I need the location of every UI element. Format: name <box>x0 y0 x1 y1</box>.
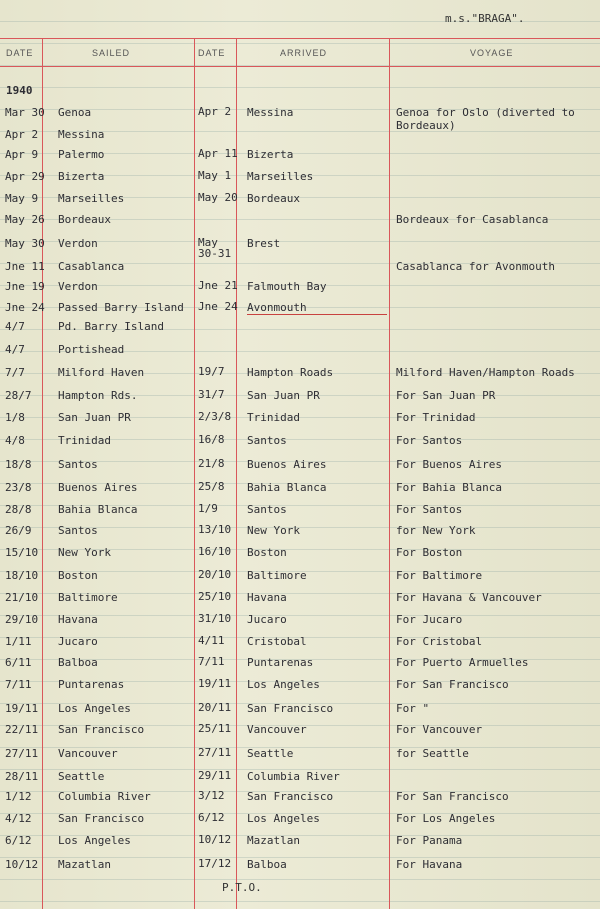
entry-sailed-date: Apr 29 <box>5 170 45 183</box>
entry-arrived-port: Bizerta <box>247 148 294 161</box>
entry-sailed-port: Bordeaux <box>58 213 111 226</box>
entry-arrived-date: 25/11 <box>198 722 232 735</box>
entry-sailed-port: Portishead <box>58 343 125 356</box>
entry-sailed-port: Seattle <box>58 770 105 783</box>
entry-sailed-port: Los Angeles <box>58 702 131 715</box>
entry-sailed-date: 23/8 <box>5 481 32 494</box>
entry-sailed-port: Los Angeles <box>58 834 131 847</box>
entry-arrived-date: 31/7 <box>198 388 225 401</box>
ledger-row <box>0 524 600 544</box>
entry-voyage: For San Francisco <box>396 790 509 803</box>
entry-arrived-port: Cristobal <box>247 635 307 648</box>
entry-arrived-date: 19/7 <box>198 365 225 378</box>
entry-arrived-port: Hampton Roads <box>247 366 334 379</box>
entry-voyage: For Buenos Aires <box>396 458 502 471</box>
entry-voyage: For San Juan PR <box>396 389 496 402</box>
entry-voyage: For Baltimore <box>396 569 483 582</box>
entry-sailed-date: 28/8 <box>5 503 32 516</box>
entry-voyage: Milford Haven/Hampton Roads <box>396 366 575 379</box>
entry-sailed-port: Milford Haven <box>58 366 145 379</box>
entry-arrived-date: 3/12 <box>198 789 225 802</box>
ledger-row <box>0 569 600 589</box>
entry-arrived-date: May 20 <box>198 191 238 204</box>
entry-voyage: For Bahia Blanca <box>396 481 502 494</box>
entry-arrived-date: May 1 <box>198 169 232 182</box>
entry-sailed-port: Mazatlan <box>58 858 111 871</box>
header-arrived-date: DATE <box>198 48 226 58</box>
entry-arrived-date: May 30-31 <box>198 236 232 260</box>
entry-arrived-date: Apr 11 <box>198 147 238 160</box>
entry-arrived-port: Boston <box>247 546 287 559</box>
ledger-row <box>0 747 600 767</box>
entry-sailed-port: Bizerta <box>58 170 105 183</box>
entry-sailed-port: Trinidad <box>58 434 111 447</box>
entry-arrived-port: Marseilles <box>247 170 314 183</box>
entry-sailed-port: Baltimore <box>58 591 118 604</box>
entry-voyage: For " <box>396 702 430 715</box>
entry-arrived-date: 19/11 <box>198 677 232 690</box>
entry-arrived-port: Havana <box>247 591 287 604</box>
entry-arrived-date: 20/11 <box>198 701 232 714</box>
entry-sailed-port: San Francisco <box>58 812 145 825</box>
entry-sailed-port: Hampton Rds. <box>58 389 138 402</box>
entry-sailed-date: 26/9 <box>5 524 32 537</box>
entry-sailed-date: 15/10 <box>5 546 39 559</box>
entry-sailed-date: 21/10 <box>5 591 39 604</box>
entry-arrived-port: Baltimore <box>247 569 307 582</box>
entry-arrived-port: Columbia River <box>247 770 340 783</box>
entry-sailed-port: Verdon <box>58 237 98 250</box>
entry-sailed-date: 28/11 <box>5 770 39 783</box>
entry-arrived-port: Bahia Blanca <box>247 481 327 494</box>
entry-sailed-date: 4/8 <box>5 434 25 447</box>
entry-voyage: Genoa for Oslo (diverted to Bordeaux) <box>396 106 575 132</box>
ledger-row <box>0 389 600 409</box>
entry-voyage: For Havana & Vancouver <box>396 591 542 604</box>
ledger-row <box>0 170 600 190</box>
header-sailed-date: DATE <box>6 48 34 58</box>
ledger-row <box>0 213 600 233</box>
entry-sailed-port: Passed Barry Island <box>58 301 184 314</box>
entry-arrived-date: 2/3/8 <box>198 410 232 423</box>
entry-voyage: For Trinidad <box>396 411 476 424</box>
ledger-row <box>0 148 600 168</box>
entry-sailed-date: Apr 9 <box>5 148 39 161</box>
entry-arrived-port: Brest <box>247 237 281 250</box>
entry-sailed-port: Genoa <box>58 106 92 119</box>
header-sailed: SAILED <box>92 48 131 58</box>
entry-arrived-port: Puntarenas <box>247 656 314 669</box>
entry-sailed-port: Pd. Barry Island <box>58 320 164 333</box>
entry-sailed-date: Jne 11 <box>5 260 45 273</box>
entry-sailed-date: 29/10 <box>5 613 39 626</box>
pto-note: P.T.O. <box>222 881 262 894</box>
ledger-row <box>0 723 600 743</box>
ledger-row <box>0 260 600 280</box>
ledger-row <box>0 458 600 478</box>
entry-arrived-date: 4/11 <box>198 634 225 647</box>
entry-sailed-date: 4/7 <box>5 320 25 333</box>
entry-arrived-date: Apr 2 <box>198 105 232 118</box>
ledger-row <box>0 503 600 523</box>
entry-voyage: For Jucaro <box>396 613 463 626</box>
entry-arrived-port: San Francisco <box>247 702 334 715</box>
entry-sailed-date: 6/11 <box>5 656 32 669</box>
entry-voyage: For Santos <box>396 503 463 516</box>
entry-voyage: Casablanca for Avonmouth <box>396 260 555 273</box>
entry-sailed-port: San Juan PR <box>58 411 131 424</box>
entry-sailed-port: Messina <box>58 128 105 141</box>
entry-sailed-date: 22/11 <box>5 723 39 736</box>
entry-arrived-date: 1/9 <box>198 502 218 515</box>
entry-arrived-date: 20/10 <box>198 568 232 581</box>
ledger-row <box>0 812 600 832</box>
entry-arrived-port: Jucaro <box>247 613 287 626</box>
entry-sailed-date: 4/7 <box>5 343 25 356</box>
entry-sailed-date: 1/11 <box>5 635 32 648</box>
entry-sailed-date: 27/11 <box>5 747 39 760</box>
ledger-row <box>0 481 600 501</box>
entry-sailed-port: Havana <box>58 613 98 626</box>
entry-voyage: For Panama <box>396 834 463 847</box>
entry-arrived-port: Trinidad <box>247 411 300 424</box>
ledger-row <box>0 834 600 854</box>
ledger-row <box>0 192 600 212</box>
entry-sailed-date: 6/12 <box>5 834 32 847</box>
entry-sailed-port: Vancouver <box>58 747 118 760</box>
entry-arrived-date: 21/8 <box>198 457 225 470</box>
entry-sailed-port: Boston <box>58 569 98 582</box>
entry-sailed-date: 4/12 <box>5 812 32 825</box>
entry-sailed-date: 1/8 <box>5 411 25 424</box>
entry-sailed-date: Jne 19 <box>5 280 45 293</box>
ledger-row <box>0 343 600 363</box>
ledger-row <box>0 434 600 454</box>
ledger-row <box>0 858 600 878</box>
entry-voyage: For Los Angeles <box>396 812 496 825</box>
ledger-row <box>0 236 600 260</box>
entry-arrived-port: San Juan PR <box>247 389 320 402</box>
ledger-row <box>0 613 600 633</box>
entry-voyage: For Santos <box>396 434 463 447</box>
ledger-row <box>0 301 600 321</box>
ledger-row <box>0 635 600 655</box>
ledger-row <box>0 546 600 566</box>
entry-sailed-port: New York <box>58 546 111 559</box>
entry-voyage: for New York <box>396 524 476 537</box>
entry-arrived-date: 6/12 <box>198 811 225 824</box>
entry-arrived-date: 25/10 <box>198 590 232 603</box>
ledger-row <box>0 320 600 340</box>
entry-arrived-port: San Francisco <box>247 790 334 803</box>
entry-arrived-date: Jne 24 <box>198 300 238 313</box>
ledger-row <box>0 411 600 431</box>
entry-arrived-port: Santos <box>247 503 287 516</box>
entry-arrived-port: Messina <box>247 106 294 119</box>
entry-arrived-date: 25/8 <box>198 480 225 493</box>
entry-sailed-date: Apr 2 <box>5 128 39 141</box>
entry-arrived-port: Los Angeles <box>247 812 320 825</box>
entry-sailed-date: May 9 <box>5 192 39 205</box>
ledger-row <box>0 678 600 698</box>
entry-sailed-port: Jucaro <box>58 635 98 648</box>
entry-sailed-date: May 26 <box>5 213 45 226</box>
entry-arrived-date: 29/11 <box>198 769 232 782</box>
entry-voyage: For Cristobal <box>396 635 483 648</box>
entry-arrived-date: 10/12 <box>198 833 232 846</box>
entry-arrived-port: Los Angeles <box>247 678 320 691</box>
entry-voyage: For San Francisco <box>396 678 509 691</box>
entry-voyage: For Boston <box>396 546 463 559</box>
entry-sailed-date: May 30 <box>5 237 45 250</box>
ledger-row <box>0 790 600 810</box>
entry-sailed-date: 1/12 <box>5 790 32 803</box>
entry-arrived-port: New York <box>247 524 300 537</box>
entry-sailed-port: Columbia River <box>58 790 151 803</box>
entry-arrived-port: Balboa <box>247 858 287 871</box>
entry-sailed-date: 7/11 <box>5 678 32 691</box>
entry-sailed-date: Mar 30 <box>5 106 45 119</box>
ledger-row <box>0 591 600 611</box>
entry-arrived-port: Mazatlan <box>247 834 300 847</box>
entry-arrived-date: 27/11 <box>198 746 232 759</box>
entry-sailed-port: Verdon <box>58 280 98 293</box>
entry-arrived-port: Buenos Aires <box>247 458 327 471</box>
entry-sailed-date: 7/7 <box>5 366 25 379</box>
entry-sailed-port: Puntarenas <box>58 678 125 691</box>
entry-sailed-port: Buenos Aires <box>58 481 138 494</box>
entry-sailed-date: 18/10 <box>5 569 39 582</box>
entry-sailed-port: Santos <box>58 458 98 471</box>
entry-sailed-port: Palermo <box>58 148 105 161</box>
entry-arrived-port: Bordeaux <box>247 192 300 205</box>
ledger-row <box>0 280 600 300</box>
entry-arrived-date: 17/12 <box>198 857 232 870</box>
entry-sailed-date: 18/8 <box>5 458 32 471</box>
entry-arrived-date: 16/10 <box>198 545 232 558</box>
entry-sailed-port: Casablanca <box>58 260 125 273</box>
entry-sailed-port: Bahia Blanca <box>58 503 138 516</box>
entry-arrived-date: 31/10 <box>198 612 232 625</box>
header-arrived: ARRIVED <box>280 48 328 58</box>
entry-sailed-port: Santos <box>58 524 98 537</box>
entry-arrived-date: 13/10 <box>198 523 232 536</box>
entry-voyage: For Puerto Armuelles <box>396 656 529 669</box>
entry-voyage: for Seattle <box>396 747 469 760</box>
entry-arrived-port: Santos <box>247 434 287 447</box>
ledger-row <box>0 105 600 132</box>
entry-voyage: Bordeaux for Casablanca <box>396 213 549 226</box>
entry-sailed-date: Jne 24 <box>5 301 45 314</box>
entry-sailed-date: 19/11 <box>5 702 39 715</box>
entry-arrived-port: Falmouth Bay <box>247 280 327 293</box>
entry-sailed-date: 10/12 <box>5 858 39 871</box>
ledger-row <box>0 770 600 790</box>
entry-arrived-port: Seattle <box>247 747 294 760</box>
year-label: 1940 <box>6 84 33 97</box>
entry-sailed-date: 28/7 <box>5 389 32 402</box>
ledger-row <box>0 128 600 148</box>
entry-arrived-date: Jne 21 <box>198 279 238 292</box>
entry-arrived-date: 7/11 <box>198 655 225 668</box>
entry-arrived-port: Vancouver <box>247 723 307 736</box>
entry-sailed-port: Marseilles <box>58 192 125 205</box>
entry-sailed-port: San Francisco <box>58 723 145 736</box>
entry-voyage: For Vancouver <box>396 723 483 736</box>
entry-arrived-port: Avonmouth <box>247 301 387 315</box>
header-voyage: VOYAGE <box>470 48 514 58</box>
entry-voyage: For Havana <box>396 858 463 871</box>
ledger-row <box>0 702 600 722</box>
ledger-row <box>0 366 600 386</box>
vessel-name: m.s."BRAGA". <box>445 12 525 25</box>
entry-arrived-date: 16/8 <box>198 433 225 446</box>
entry-sailed-port: Balboa <box>58 656 98 669</box>
ledger-row <box>0 656 600 676</box>
